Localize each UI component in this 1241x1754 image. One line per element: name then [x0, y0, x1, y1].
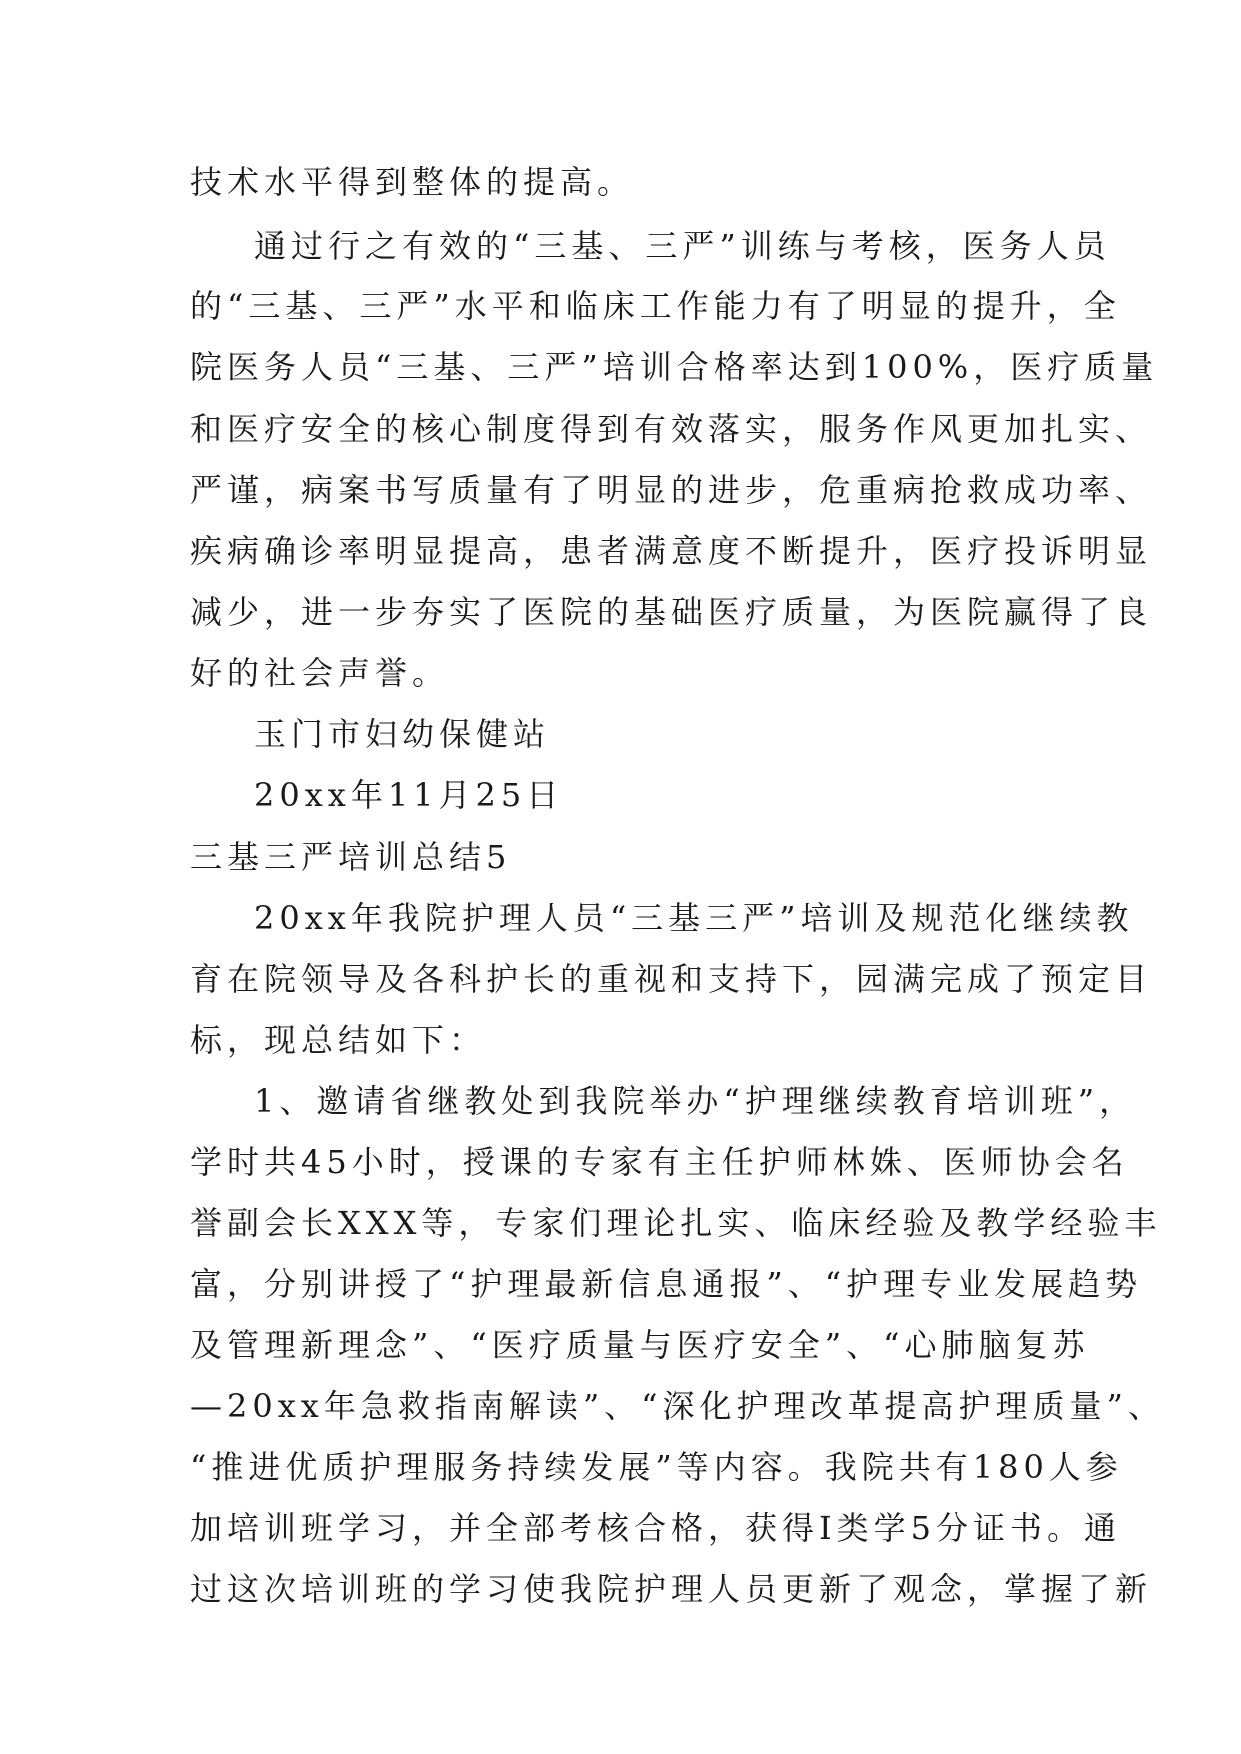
text-line: 通过行之有效的“三基、三严”训练与考核，医务人员: [254, 227, 1111, 265]
section-title: 三基三严培训总结5: [190, 838, 512, 876]
text-line: 减少，进一步夯实了医院的基础医疗质量，为医院赢得了良: [190, 593, 1153, 631]
text-line: 技术水平得到整体的提高。: [190, 163, 635, 201]
text-line: 育在院领导及各科护长的重视和支持下，园满完成了预定目: [190, 960, 1153, 998]
text-line: 的“三基、三严”水平和临床工作能力有了明显的提升，全: [190, 287, 1121, 325]
text-line: 好的社会声誉。: [190, 654, 450, 692]
signature-date: 20xx年11月25日: [254, 776, 564, 814]
text-line: 20xx年我院护理人员“三基三严”培训及规范化继续教: [254, 899, 1134, 937]
text-line: —20xx年急救指南解读”、“深化护理改革提高护理质量”、: [190, 1387, 1165, 1425]
text-line: 及管理新理念”、“医疗质量与医疗安全”、“心肺脑复苏: [190, 1326, 1090, 1364]
text-line: 标，现总结如下：: [190, 1021, 487, 1059]
text-line: 1、邀请省继教处到我院举办“护理继续教育培训班”，: [254, 1082, 1137, 1120]
text-line: 加培训班学习，并全部考核合格，获得Ⅰ类学5分证书。通: [190, 1509, 1122, 1547]
text-line: 院医务人员“三基、三严”培训合格率达到100%，医疗质量: [190, 348, 1159, 386]
text-line: 誉副会长XXX等，专家们理论扎实、临床经验及教学经验丰: [190, 1204, 1162, 1242]
text-line: 疾病确诊率明显提高，患者满意度不断提升，医疗投诉明显: [190, 532, 1153, 570]
text-line: 过这次培训班的学习使我院护理人员更新了观念，掌握了新: [190, 1570, 1153, 1608]
text-line: 严谨，病案书写质量有了明显的进步，危重病抢救成功率、: [190, 471, 1153, 509]
signature-organization: 玉门市妇幼保健站: [254, 715, 551, 753]
text-line: 学时共45小时，授课的专家有主任护师林姝、医师协会名: [190, 1143, 1129, 1181]
text-line: 富，分别讲授了“护理最新信息通报”、“护理专业发展趋势: [190, 1265, 1143, 1303]
text-line: “推进优质护理服务持续发展”等内容。我院共有180人参: [190, 1448, 1123, 1486]
text-line: 和医疗安全的核心制度得到有效落实，服务作风更加扎实、: [190, 410, 1153, 448]
